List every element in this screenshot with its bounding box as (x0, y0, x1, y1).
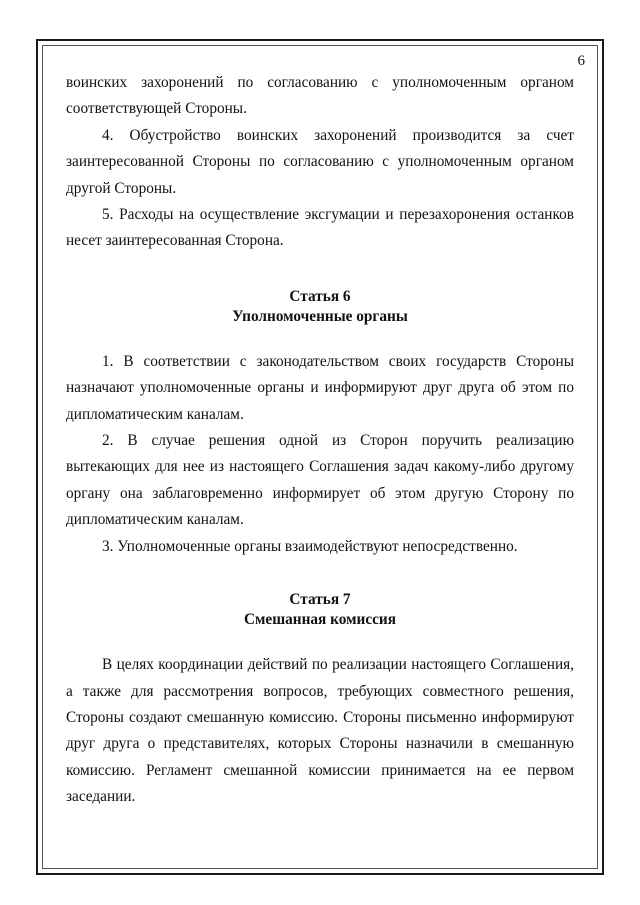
spacer (66, 560, 574, 590)
article-6-paragraph-2: 2. В случае решения одной из Сторон поручить реализацию вытекающих для нее из настоящего Соглашения задач какому-либо другому органу она заблаговременно информирует об этом другую Сторону по дипломатическим каналам. (66, 432, 574, 529)
spacer (66, 630, 574, 652)
article-7-title: Смешанная комиссия (243, 611, 397, 629)
paragraph-continuation: воинских захоронений по согласованию с уполномоченным органом соответствующей Стороны. (66, 74, 574, 118)
article-7-paragraph-1: В целях координации действий по реализации настоящего Соглашения, а также для рассмотрения вопросов, требующих совместного решения, Стороны создают смешанную комиссию. Стороны письменно информируют друг друга о представителях, которых Стороны назначили в смешанную комиссию. Регламент смешанной комиссии принимается на ее первом заседании. (66, 656, 574, 806)
article-6-number: Статья 6 (289, 287, 351, 305)
article-7-number: Статья 7 (289, 591, 351, 609)
article-6-title: Уполномоченные органы (232, 307, 408, 325)
document-body (66, 70, 574, 811)
page-number: 6 (577, 53, 585, 69)
article-6-paragraph-1: 1. В соответствии с законодательством своих государств Стороны назначают уполномоченные органы и информируют друг друга об этом по дипломатическим каналам. (66, 352, 574, 423)
paragraph-item-5: 5. Расходы на осуществление эксгумации и перезахоронения останков несет заинтересованная Сторона. (66, 206, 574, 250)
article-6-paragraph-3: 3. Уполномоченные органы взаимодействуют непосредственно. (102, 537, 518, 555)
spacer (66, 327, 574, 349)
spacer (66, 255, 574, 287)
paragraph-item-4: 4. Обустройство воинских захоронений производится за счет заинтересованной Стороны по согласованию с уполномоченным органом другой Стороны. (66, 126, 574, 197)
